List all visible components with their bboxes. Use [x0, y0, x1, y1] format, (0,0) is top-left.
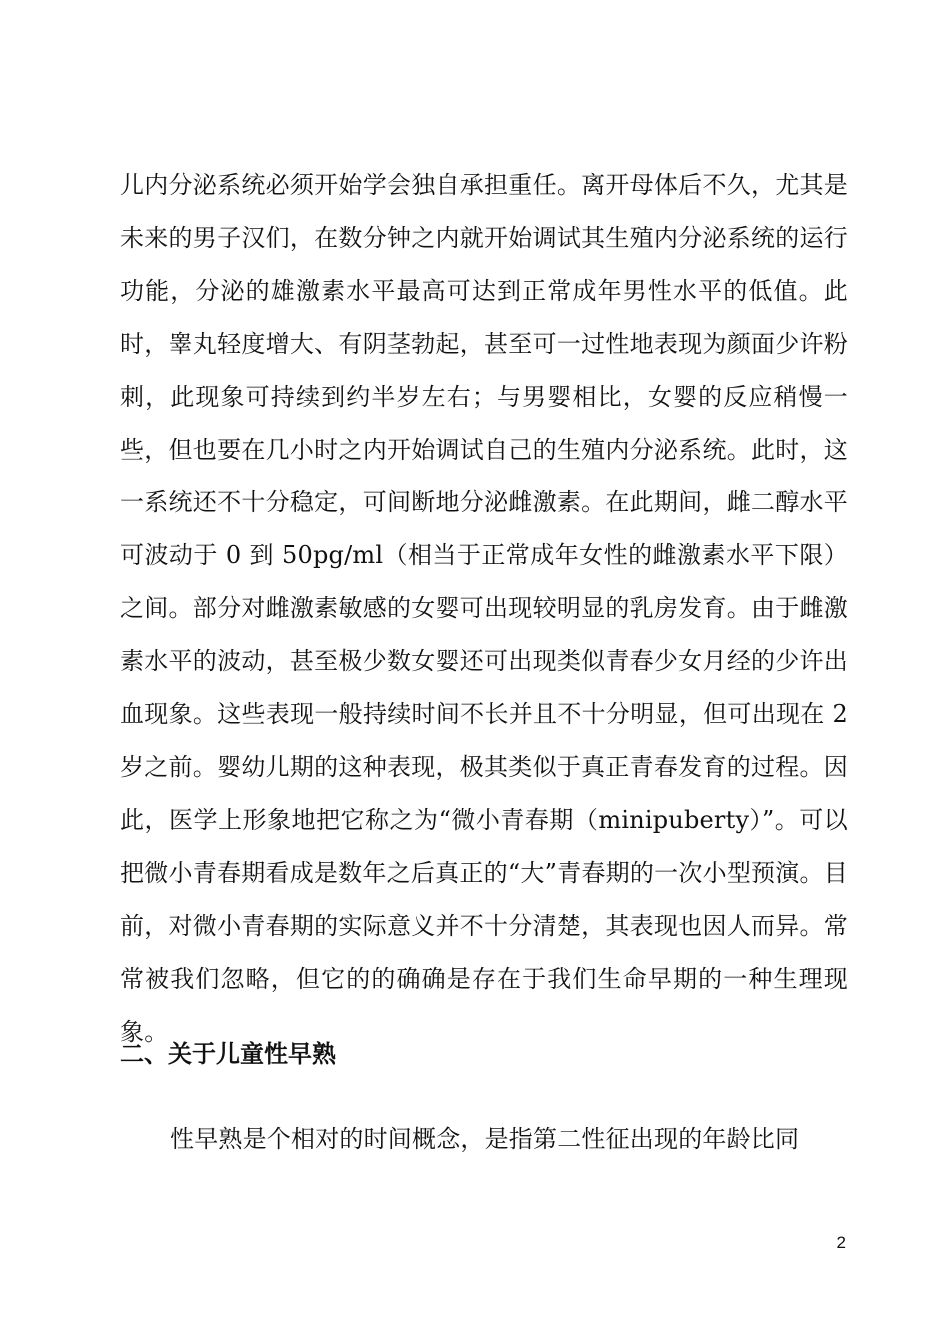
- body-paragraph: 儿内分泌系统必须开始学会独自承担重任。离开母体后不久，尤其是未来的男子汉们，在数分钟之内就开始调试其生殖内分泌系统的运行功能，分泌的雄激素水平最高可达到正常成年男性水平的低值。此时，睾丸轻度增大、有阴茎勃起，甚至可一过性地表现为颜面少许粉刺，此现象可持续到约半岁左右；与男婴相比，女婴的反应稍慢一些，但也要在几小时之内开始调试自己的生殖内分泌系统。此时，这一系统还不十分稳定，可间断地分泌雌激素。在此期间，雌二醇水平可波动于 0 到 50pg/ml（相当于正常成年女性的雌激素水平下限）之间。部分对雌激素敏感的女婴可出现较明显的乳房发育。由于雌激素水平的波动，甚至极少数女婴还可出现类似青春少女月经的少许出血现象。这些表现一般持续时间不长并且不十分明显，但可出现在 2 岁之前。婴幼儿期的这种表现，极其类似于真正青春发育的过程。因此，医学上形象地把它称之为“微小青春期（minipuberty）”。可以把微小青春期看成是数年之后真正的“大”青春期的一次小型预演。目前，对微小青春期的实际意义并不十分清楚，其表现也因人而异。常常被我们忽略，但它的的确确是存在于我们生命早期的一种生理现象。: [120, 171, 848, 1046]
- section-heading: 二、关于儿童性早熟: [120, 1040, 336, 1068]
- section-paragraph: 性早熟是个相对的时间概念，是指第二性征出现的年龄比同: [170, 1125, 800, 1153]
- page-number: 2: [836, 1233, 846, 1252]
